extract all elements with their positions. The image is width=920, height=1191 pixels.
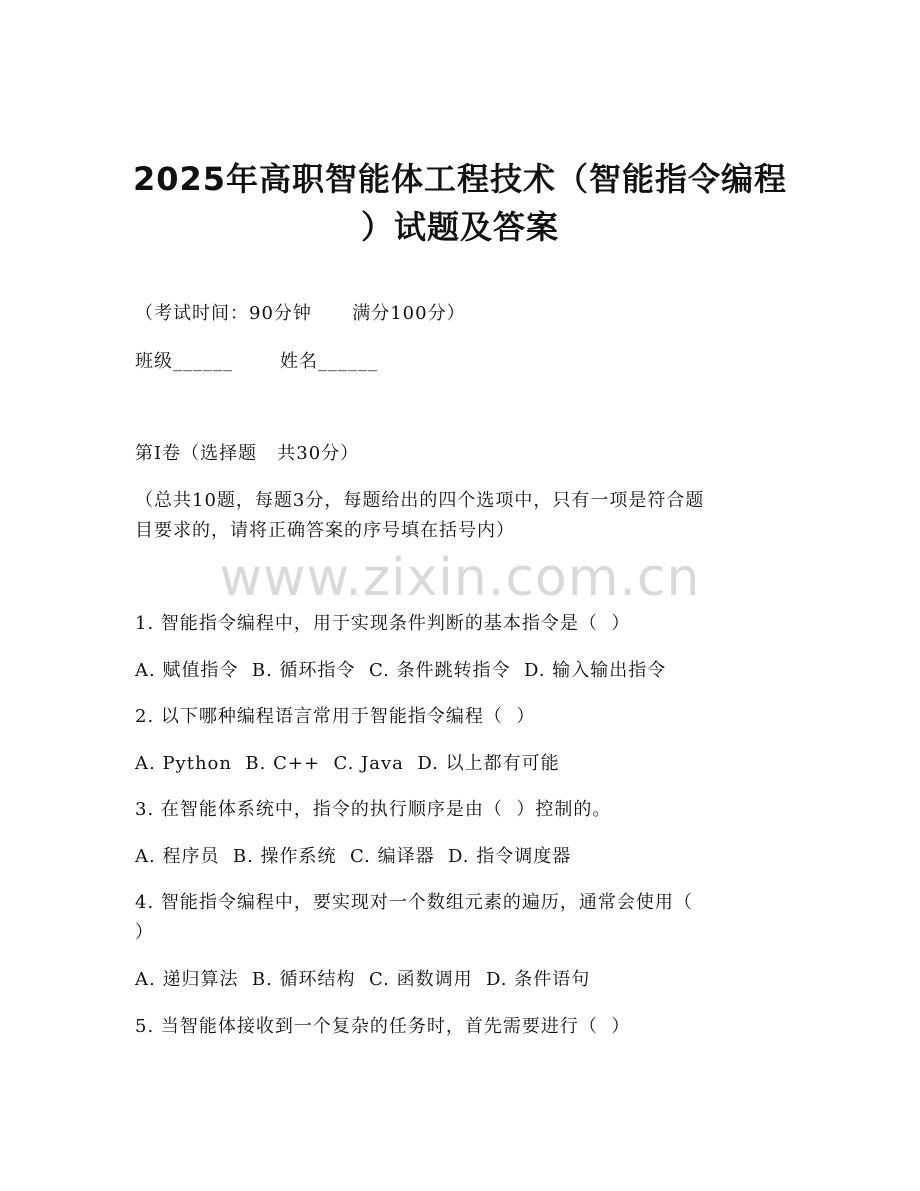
question-5: 5. 当智能体接收到一个复杂的任务时，首先需要进行（ ） [135, 1016, 631, 1037]
section-instructions-line-2: 目要求的，请将正确答案的序号填在括号内） [135, 520, 515, 541]
section-heading: 第I卷（选择题 共30分） [135, 443, 360, 464]
question-3: 3. 在智能体系统中，指令的执行顺序是由（ ）控制的。 [135, 799, 612, 820]
question-3-options: A. 程序员 B. 操作系统 C. 编译器 D. 指令调度器 [135, 846, 572, 867]
watermark: www.zixin.com.cn [219, 548, 701, 608]
question-4: 4. 智能指令编程中，要实现对一个数组元素的遍历，通常会使用（ [135, 892, 693, 913]
section-instructions-line-1: （总共10题，每题3分，每题给出的四个选项中，只有一项是符合题 [135, 490, 705, 511]
question-1: 1. 智能指令编程中，用于实现条件判断的基本指令是（ ） [135, 613, 631, 634]
document-title-line-1: 2025年高职智能体工程技术（智能指令编程 [132, 160, 788, 198]
question-4-continuation: ） [135, 922, 154, 943]
question-1-options: A. 赋值指令 B. 循环指令 C. 条件跳转指令 D. 输入输出指令 [135, 660, 667, 681]
question-4-options: A. 递归算法 B. 循环结构 C. 函数调用 D. 条件语句 [135, 969, 591, 990]
question-2: 2. 以下哪种编程语言常用于智能指令编程（ ） [135, 706, 536, 727]
exam-info: （考试时间：90分钟 满分100分） [135, 303, 466, 324]
class-name-line: 班级______ 姓名______ [135, 351, 379, 372]
document-title-line-2: ）试题及答案 [360, 208, 559, 246]
question-2-options: A. Python B. C++ C. Java D. 以上都有可能 [135, 753, 560, 774]
